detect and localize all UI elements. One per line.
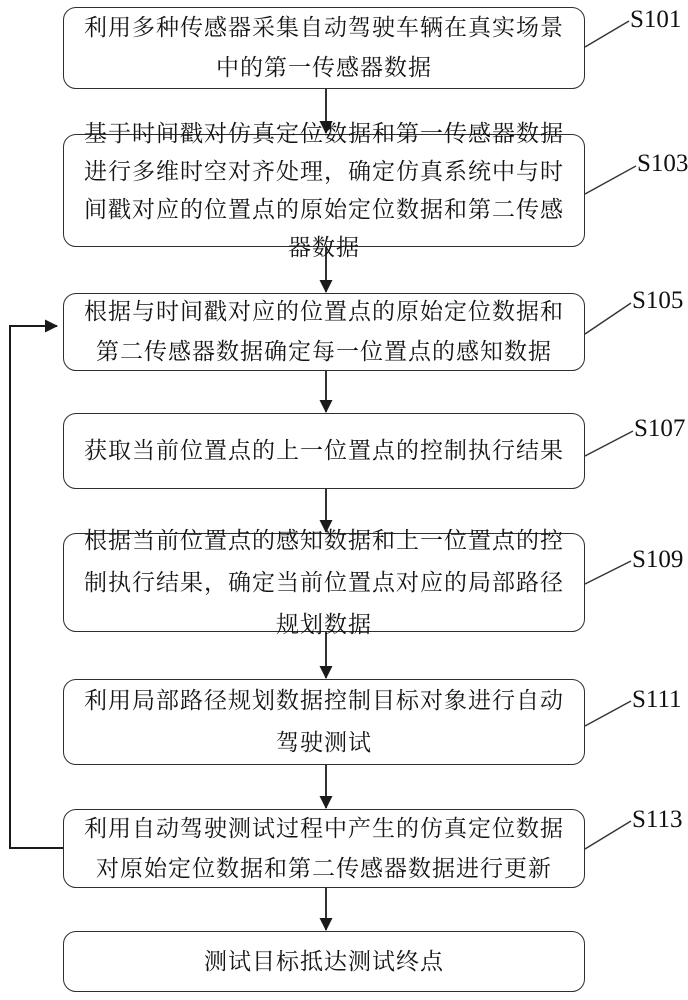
- step-label-s113: S113: [632, 806, 683, 833]
- leader-s103: [585, 166, 636, 194]
- step-label-s105: S105: [632, 287, 684, 314]
- leader-s111: [585, 701, 631, 726]
- step-label-s103: S103: [637, 150, 688, 177]
- leader-s109: [585, 561, 631, 584]
- step-label-s109: S109: [632, 546, 684, 573]
- flow-step-box-s103: 基于时间戳对仿真定位数据和第一传感器数据进行多维时空对齐处理，确定仿真系统中与时间戳对应的位置点的原始定位数据和第二传感器数据: [63, 134, 585, 247]
- flow-step-box-end: 测试目标抵达测试终点: [63, 931, 585, 992]
- flow-step-box-s107: 获取当前位置点的上一位置点的控制执行结果: [63, 413, 585, 489]
- step-label-s111: S111: [632, 686, 682, 713]
- flow-step-box-s111: 利用局部路径规划数据控制目标对象进行自动驾驶测试: [63, 679, 585, 765]
- step-label-s107: S107: [634, 415, 686, 442]
- flow-step-box-s101: 利用多种传感器采集自动驾驶车辆在真实场景中的第一传感器数据: [63, 7, 585, 89]
- leader-s101: [585, 21, 629, 47]
- flow-step-box-s105: 根据与时间戳对应的位置点的原始定位数据和第二传感器数据确定每一位置点的感知数据: [63, 293, 585, 371]
- label-leader-lines: [585, 21, 636, 849]
- flow-step-box-s113: 利用自动驾驶测试过程中产生的仿真定位数据对原始定位数据和第二传感器数据进行更新: [63, 809, 585, 888]
- loop-back-connector: [10, 326, 63, 848]
- leader-s113: [585, 821, 631, 849]
- leader-s107: [585, 431, 633, 456]
- leader-s105: [585, 303, 631, 334]
- step-label-s101: S101: [630, 6, 682, 33]
- flow-step-box-s109: 根据当前位置点的感知数据和上一位置点的控制执行结果，确定当前位置点对应的局部路径规划数据: [63, 533, 585, 632]
